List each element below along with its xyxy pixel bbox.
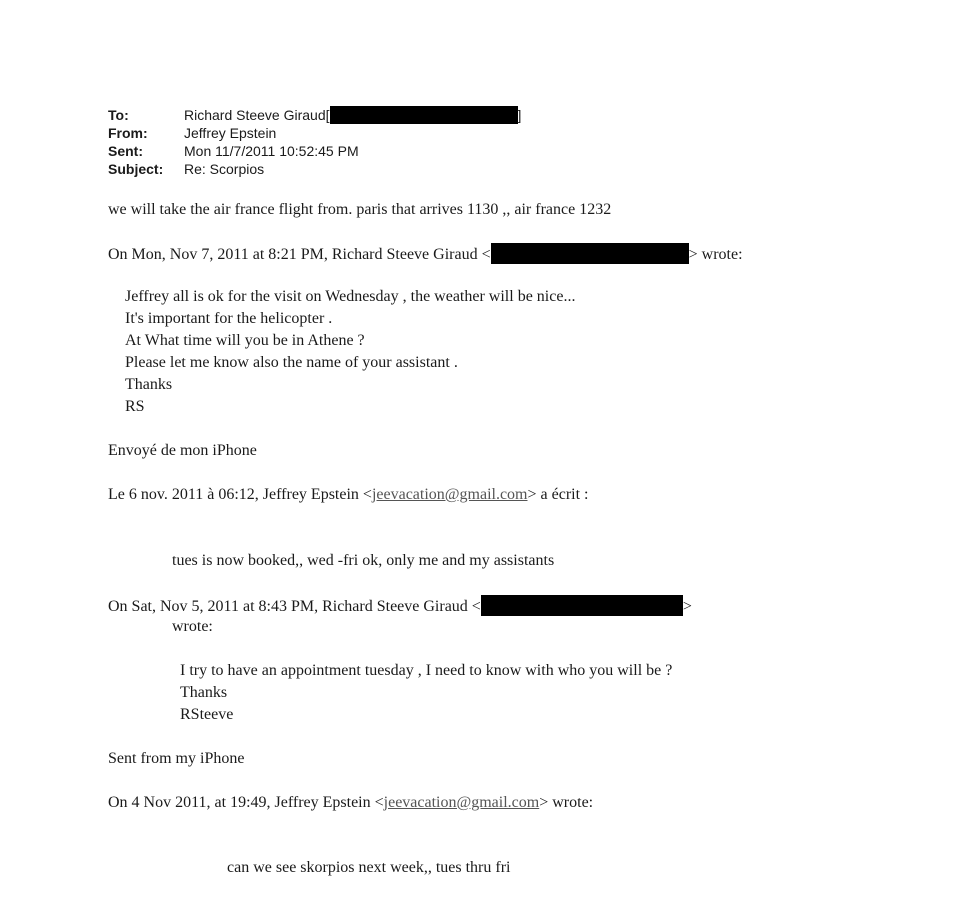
from-label: From:: [108, 125, 148, 141]
quote3-line: I try to have an appointment tuesday , I need to know with who you will be ?: [180, 662, 673, 679]
subject-value: Re: Scorpios: [184, 161, 265, 177]
to-close-bracket: ]: [517, 107, 522, 123]
quote3-intro-bracket: >: [682, 598, 692, 615]
quote4-intro-wrote: > wrote:: [539, 794, 594, 811]
quote1-line: At What time will you be in Athene ?: [125, 332, 365, 349]
quote2-intro-text: Le 6 nov. 2011 à 06:12, Jeffrey Epstein <: [108, 486, 372, 503]
quote3-intro-text: On Sat, Nov 5, 2011 at 8:43 PM, Richard Steeve Giraud <: [108, 598, 481, 615]
email-link[interactable]: jeevacation@gmail.com: [371, 486, 528, 503]
to-label: To:: [108, 107, 129, 123]
quote4-intro: [108, 793, 593, 813]
email-link[interactable]: jeevacation@gmail.com: [383, 794, 540, 811]
sent-label: Sent:: [108, 143, 143, 159]
redaction-bar: [330, 106, 518, 124]
quote3-line: RSteeve: [180, 706, 234, 723]
quote1-line: Thanks: [125, 376, 173, 393]
quote3-intro-wrote: wrote:: [172, 618, 213, 635]
quote3-intro: [108, 595, 692, 617]
to-name: Richard Steeve Giraud[: [184, 107, 330, 123]
signature-1: Envoyé de mon iPhone: [108, 442, 257, 459]
quote1-line: Jeffrey all is ok for the visit on Wednesday , the weather will be nice...: [125, 288, 576, 305]
quote4-body: can we see skorpios next week,, tues thru fri: [227, 859, 511, 876]
quote1-line: Please let me know also the name of your assistant .: [125, 354, 458, 371]
quote2-intro-wrote: > a écrit :: [527, 486, 589, 503]
quote1-line: RS: [125, 398, 145, 415]
quote1-line: It's important for the helicopter .: [125, 310, 333, 327]
quote1-intro-wrote: > wrote:: [688, 246, 743, 263]
redaction-bar: [481, 595, 683, 616]
quote2-intro: [108, 485, 589, 505]
from-value: Jeffrey Epstein: [184, 125, 277, 141]
quote1-intro-text: On Mon, Nov 7, 2011 at 8:21 PM, Richard Steeve Giraud <: [108, 246, 491, 263]
subject-label: Subject:: [108, 161, 164, 177]
quote3-line: Thanks: [180, 684, 228, 701]
sent-value: Mon 11/7/2011 10:52:45 PM: [184, 143, 359, 159]
quote1-intro: [108, 243, 743, 265]
quote4-intro-text: On 4 Nov 2011, at 19:49, Jeffrey Epstein <: [108, 794, 384, 811]
signature-2: Sent from my iPhone: [108, 750, 245, 767]
redaction-bar: [491, 243, 689, 264]
to-value: [184, 106, 521, 124]
quote2-body: tues is now booked,, wed -fri ok, only me and my assistants: [172, 552, 555, 569]
reply-text: we will take the air france flight from. paris that arrives 1130 ,, air france 1232: [108, 201, 612, 218]
